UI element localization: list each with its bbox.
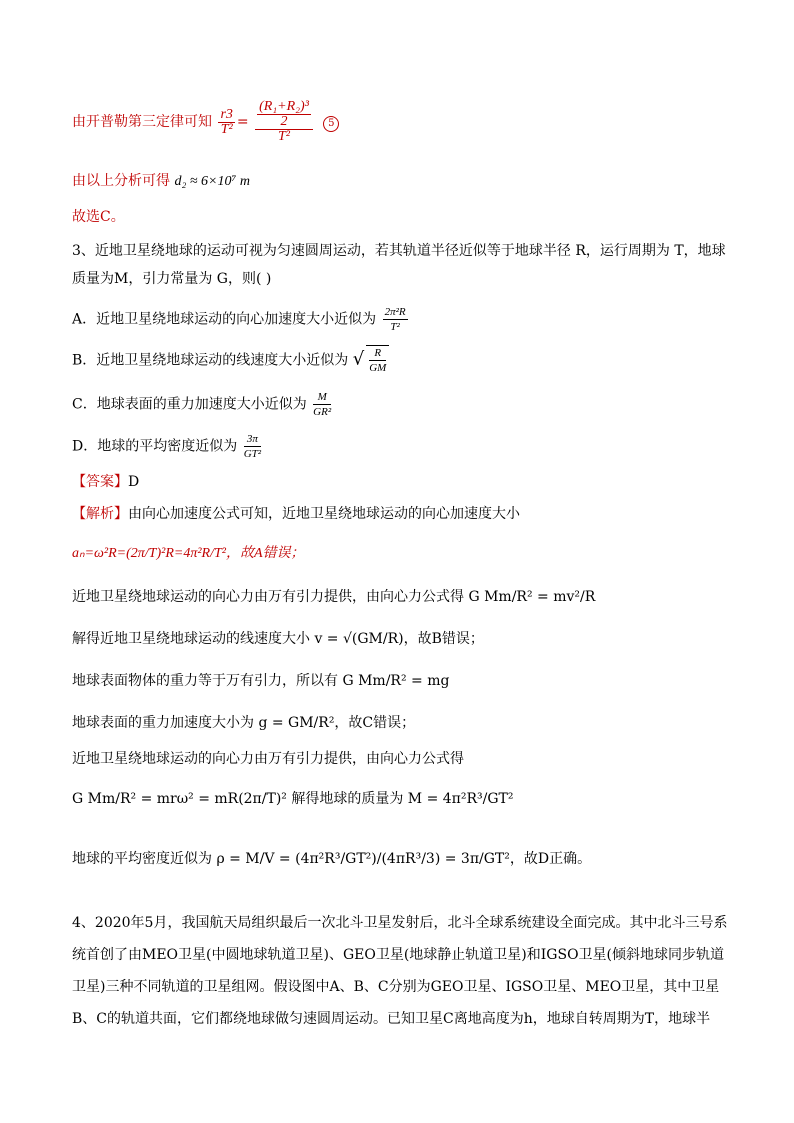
q3-option-a [72,305,410,334]
kepler-right-fraction [255,100,313,144]
kepler-left-num: r3 [220,106,233,122]
kepler-left-fraction [218,108,234,137]
option-b-den: GM [369,362,387,374]
option-b-label: B．近地卫星绕地球运动的线速度大小近似为 [72,352,349,369]
q4-line-1: 4、2020年5月，我国航天局组织最后一次北斗卫星发射后，北斗全球系统建设全面完成。其中北斗三号系 [72,915,728,931]
equation-mark: 5 [323,116,339,132]
kepler-right-num [255,100,313,129]
option-d-den: GT² [243,448,262,460]
analysis-line-3: 近地卫星绕地球运动的向心力由万有引力提供，由向心力公式得 G Mm/R² = mv²/R [72,589,596,605]
q3-option-b [72,345,389,375]
result-line [72,172,250,191]
option-c-label: C．地球表面的重力加速度大小近似为 [72,396,307,413]
choose-line: 故选C。 [72,209,125,225]
result-text: 由以上分析可得 [72,173,170,189]
analysis-line-8: G Mm/R² = mrω² = mR(2π/T)² 解得地球的质量为 M = 4π²R³/GT² [72,791,514,807]
option-d-num: 3π [244,432,261,447]
kepler-right-den: T² [255,129,313,144]
option-b-fraction [369,346,386,375]
answer-line [72,473,139,491]
analysis-text: 由向心加速度公式可知，近地卫星绕地球运动的向心加速度大小 [128,506,520,522]
option-c-den: GR² [313,406,332,418]
option-a-den: T² [390,321,400,333]
kepler-right-inner-num: (R₁+R₂)³ [259,99,309,114]
analysis-line-6: 地球表面的重力加速度大小为 g = GM/R²，故C错误； [72,715,416,731]
q3-option-c [72,390,333,419]
option-d-label: D．地球的平均密度近似为 [72,438,238,455]
q4-line-4: B、C的轨道共面，它们都绕地球做匀速圆周运动。已知卫星C离地高度为h，地球自转周期为T，地球半 [72,1011,711,1027]
q3-option-d [72,432,263,461]
kepler-prefix: 由开普勒第三定律可知 [72,114,212,130]
q4-line-2: 统首创了由MEO卫星(中圆地球轨道卫星)、GEO卫星(地球静止轨道卫星)和IGSO卫星(倾斜地球同步轨道 [72,947,725,963]
option-c-num: M [313,390,331,405]
kepler-line: 由开普勒第三定律可知 $\frac{r3}{\text{T²}}$ = $\frac{\frac{\text{(R₁+R₂)³}}{2}}{\text{T²}}$ 5 [72,100,339,144]
analysis-line-7: 近地卫星绕地球运动的向心力由万有引力提供，由向心力公式得 [72,751,464,767]
option-d-fraction [244,432,261,461]
q3-stem-line2: 质量为M，引力常量为 G，则( ) [72,271,272,287]
answer-tag: 【答案】 [72,474,128,490]
result-formula: d₂ ≈ 6×10⁷ m [174,174,250,189]
analysis-line-1 [72,505,520,523]
kepler-left-den: T² [220,121,233,137]
option-c-fraction [313,390,331,419]
option-a-label: A．近地卫星绕地球运动的向心加速度大小近似为 [72,311,377,328]
q4-line-3: 卫星)三种不同轨道的卫星组网。假设图中A、B、C分别为GEO卫星、IGSO卫星、MEO卫星，其中卫星 [72,979,720,995]
analysis-line-5: 地球表面物体的重力等于万有引力，所以有 G Mm/R² = mg [72,673,450,689]
sqrt-sign-icon: √ [352,348,365,370]
option-a-num: 2π²R [384,306,406,318]
analysis-tag: 【解析】 [72,506,128,522]
option-a-fraction [383,305,408,334]
answer-value: D [128,474,140,490]
option-b-num: R [369,346,386,361]
analysis-line-9: 地球的平均密度近似为 ρ = M/V = (4π²R³/GT²)/(4πR³/3) = 3π/GT²，故D正确。 [72,851,592,867]
analysis-line-2: aₙ=ω²R=(2π/T)²R=4π²R/T²，故A错误； [72,546,305,561]
kepler-right-inner-den: 2 [280,114,288,129]
q3-stem-line1: 3、近地卫星绕地球的运动可视为匀速圆周运动，若其轨道半径近似等于地球半径 R，运行周期为 T，地球 [72,243,726,259]
analysis-line-4: 解得近地卫星绕地球运动的线速度大小 v = √(GM/R)，故B错误； [72,631,484,647]
